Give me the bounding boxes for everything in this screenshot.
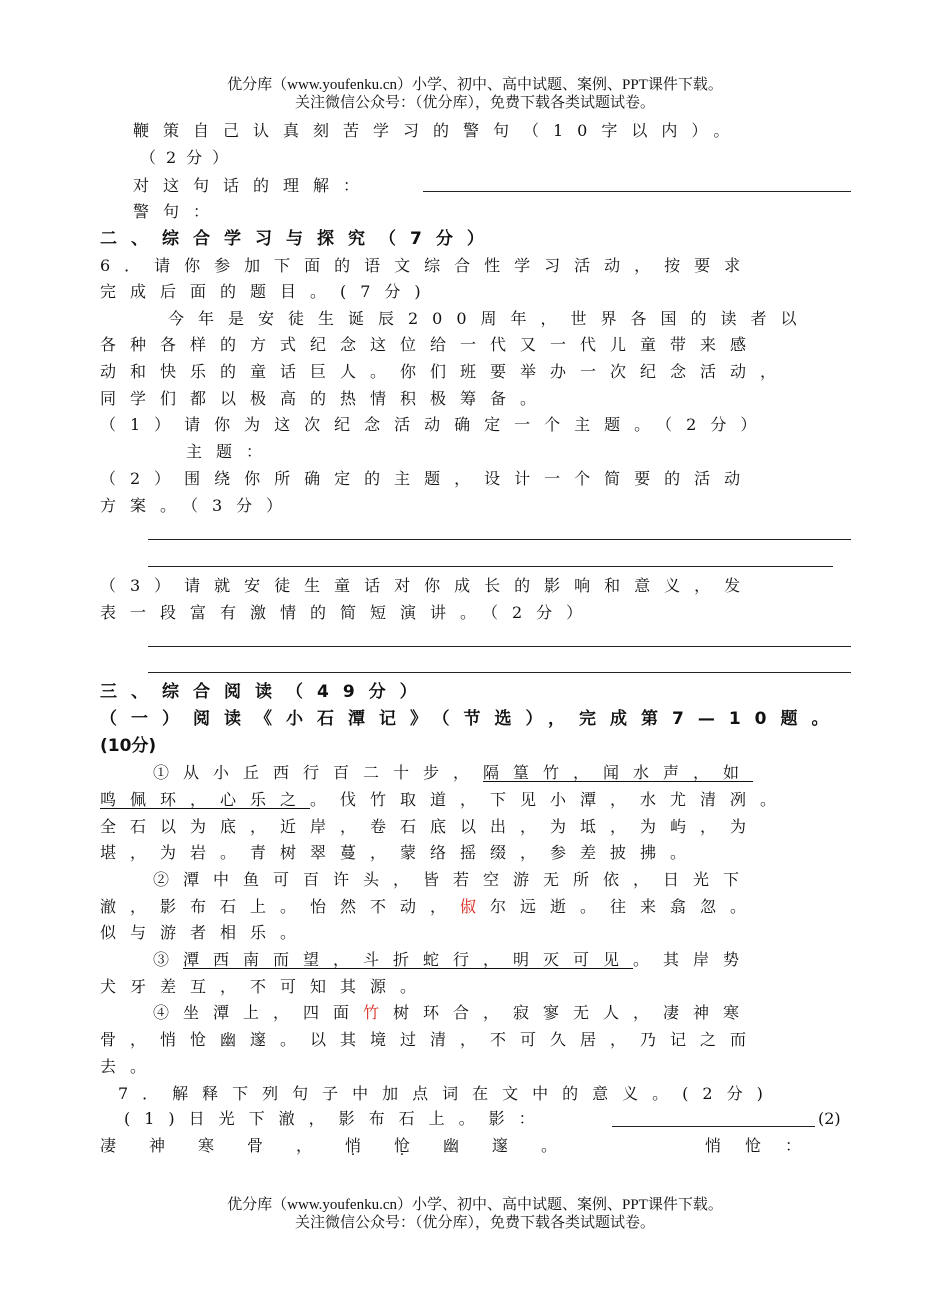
part-1-points: (10分) bbox=[100, 736, 157, 756]
passage-p1-intro: ①从小丘西行百二十步， bbox=[153, 763, 484, 782]
header-line-2: 关注微信公众号：（优分库），免费下载各类试题试卷。 bbox=[294, 95, 655, 111]
passage-p4-part-2: 树环合，寂寥无人，凄神寒 bbox=[393, 1003, 754, 1022]
q6-line-1: 6．请你参加下面的语文综合性学习活动，按要求 bbox=[100, 256, 755, 275]
q6-sub-1-topic: 主题： bbox=[186, 442, 277, 461]
q6-para-2: 各种各样的方式纪念这位给一代又一代儿童带来感 bbox=[100, 335, 761, 354]
q6-sub-3-line-2: 表一段富有激情的简短演讲。（2分） bbox=[100, 603, 597, 622]
q7-item-2-line bbox=[100, 1136, 590, 1156]
part-1-heading: （一）阅读《小石潭记》（节选），完成第7—10题。 bbox=[100, 709, 843, 729]
q6-sub-2-line-1: （2）围绕你所确定的主题，设计一个简要的活动 bbox=[100, 469, 755, 488]
q5-understand-label: 对这句话的理解： bbox=[133, 176, 374, 195]
q7-stem: 7．解释下列句子中加点词在文中的意义。(2分) bbox=[118, 1084, 777, 1103]
q5-line-1: 鞭策自己认真刻苦学习的警句（10字以内）。 bbox=[133, 121, 744, 140]
passage-p4-line-3: 去。 bbox=[100, 1057, 161, 1076]
q7-item-2-number: (2) bbox=[818, 1109, 841, 1128]
header-line-1: 优分库（www.youfenku.cn）小学、初中、高中试题、案例、PPT课件下载。 bbox=[227, 77, 723, 93]
passage-p2-line-2 bbox=[100, 897, 760, 917]
q7-dotted-char-1: 悄 bbox=[345, 1136, 395, 1155]
q5-line-2: （2分） bbox=[140, 148, 239, 167]
passage-p4-line-2: 骨，悄怆幽邃。以其境过清，不可久居，乃记之而 bbox=[100, 1030, 761, 1049]
passage-p3-num: ③ bbox=[153, 950, 184, 969]
passage-p3-underlined: 潭西南而望，斗折蛇行，明灭可见 bbox=[183, 950, 634, 969]
q5-motto-label: 警句： bbox=[133, 202, 224, 221]
q6-para-1: 今年是安徒生诞辰200周年，世界各国的读者以 bbox=[168, 309, 811, 328]
q6-sub-3-line-1: （3）请就安徒生童话对你成长的影响和意义，发 bbox=[100, 576, 755, 595]
q7-dotted-char-2: 怆 bbox=[394, 1136, 444, 1155]
q6-sub-1: （1）请你为这次纪念活动确定一个主题。（2分） bbox=[100, 415, 771, 434]
passage-highlight-chu: 俶 bbox=[460, 897, 491, 916]
passage-p3-rest: 。其岸势 bbox=[633, 950, 754, 969]
passage-p3-line-1 bbox=[153, 950, 753, 970]
q6-sub-2-answer-line-2[interactable] bbox=[148, 566, 833, 567]
q7-item-1: (1)日光下澈，影布石上。影： bbox=[124, 1109, 549, 1128]
passage-p3-line-2: 犬牙差互，不可知其源。 bbox=[100, 977, 431, 996]
q6-sub-3-answer-line-2[interactable] bbox=[148, 672, 851, 673]
passage-p1-rest: 。伐竹取道，下见小潭，水尤清冽。 bbox=[310, 790, 791, 809]
q6-sub-2-answer-line-1[interactable] bbox=[148, 539, 851, 540]
footer-line-1: 优分库（www.youfenku.cn）小学、初中、高中试题、案例、PPT课件下载。 bbox=[227, 1197, 723, 1213]
section-2-title: 二、综合学习与探究（7分） bbox=[100, 229, 498, 249]
q6-sub-3-answer-line-1[interactable] bbox=[148, 646, 851, 647]
passage-highlight-zhu: 竹 bbox=[363, 1003, 394, 1022]
passage-p2-line-3: 似与游者相乐。 bbox=[100, 923, 311, 942]
passage-p2-line-1: ②潭中鱼可百许头，皆若空游无所依，日光下 bbox=[153, 870, 754, 889]
q6-para-4: 同学们都以极高的热情积极筹备。 bbox=[100, 389, 551, 408]
q7-item-2-word-label: 悄怆： bbox=[705, 1136, 826, 1155]
passage-p4-line-1 bbox=[153, 1003, 753, 1023]
q7-item-2-part-a: 凄神寒骨， bbox=[100, 1136, 346, 1155]
passage-p1-line-2 bbox=[100, 790, 790, 810]
passage-p1-underlined-2: 鸣佩环，心乐之 bbox=[100, 790, 311, 809]
q5-understand-answer-line[interactable] bbox=[423, 191, 851, 192]
q7-item-1-answer-line[interactable] bbox=[612, 1126, 815, 1127]
passage-p1-line-4: 堪，为岩。青树翠蔓，蒙络摇缀，参差披拂。 bbox=[100, 843, 701, 862]
section-3-title: 三、综合阅读（49分） bbox=[100, 682, 431, 702]
passage-p1-line-1 bbox=[153, 763, 753, 783]
q7-item-2-part-b: 幽邃。 bbox=[443, 1136, 591, 1155]
passage-p1-underlined-1: 隔篁竹，闻水声，如 bbox=[483, 763, 754, 782]
q6-line-2: 完成后面的题目。(7分) bbox=[100, 282, 435, 301]
passage-p4-part-1: ④坐潭上，四面 bbox=[153, 1003, 364, 1022]
q6-sub-2-line-2: 方案。（3分） bbox=[100, 496, 297, 515]
passage-p2-part-2: 尔远逝。往来翕忽。 bbox=[490, 897, 761, 916]
q6-para-3: 动和快乐的童话巨人。你们班要举办一次纪念活动， bbox=[100, 362, 791, 381]
passage-p1-line-3: 全石以为底，近岸，卷石底以出，为坻，为屿，为 bbox=[100, 817, 761, 836]
footer-line-2: 关注微信公众号：（优分库），免费下载各类试题试卷。 bbox=[294, 1215, 655, 1231]
passage-p2-part-1: 澈，影布石上。怡然不动， bbox=[100, 897, 461, 916]
